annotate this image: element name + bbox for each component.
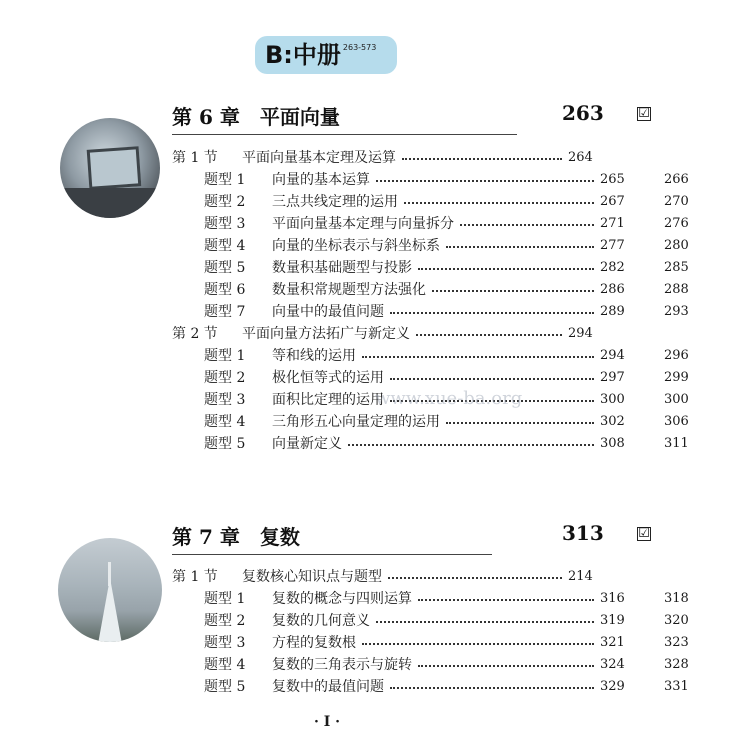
entry-label: 题型 6 — [204, 282, 246, 298]
entry-title: 复数中的最值问题 — [272, 679, 384, 695]
answer-page: 306 — [664, 413, 689, 429]
dot-leader — [376, 180, 594, 182]
dot-leader — [362, 643, 594, 645]
entry-label: 题型 5 — [204, 679, 246, 695]
entry-page: 329 — [600, 678, 625, 694]
dot-leader — [390, 687, 594, 689]
entry-title: 复数核心知识点与题型 — [242, 569, 382, 585]
question-type-entry — [172, 256, 704, 278]
question-type-entry — [172, 432, 704, 454]
dot-leader — [418, 665, 594, 667]
chapter-6-checkbox[interactable]: ☑ — [638, 106, 650, 121]
entry-label: 题型 3 — [204, 392, 246, 408]
dot-leader — [376, 621, 594, 623]
chapter-7-rule — [172, 554, 492, 555]
dot-leader — [418, 599, 594, 601]
entry-page: 302 — [600, 413, 625, 429]
question-type-entry — [172, 410, 704, 432]
entry-label: 第 1 节 — [172, 150, 218, 166]
dot-leader — [404, 202, 594, 204]
section-entry — [172, 565, 672, 587]
entry-page: 282 — [600, 259, 625, 275]
entry-page: 297 — [600, 369, 625, 385]
answer-page: 288 — [664, 281, 689, 297]
entry-title: 数量积常规题型方法强化 — [272, 282, 426, 298]
entry-title: 复数的三角表示与旋转 — [272, 657, 412, 673]
entry-page: 289 — [600, 303, 625, 319]
question-type-entry — [172, 631, 704, 653]
answer-page: 320 — [664, 612, 689, 628]
answer-page: 311 — [664, 435, 689, 451]
answer-page: 299 — [664, 369, 689, 385]
entry-title: 三点共线定理的运用 — [272, 194, 398, 210]
answer-page: 266 — [664, 171, 689, 187]
entry-label: 题型 5 — [204, 260, 246, 276]
entry-label: 题型 1 — [204, 172, 246, 188]
entry-label: 题型 2 — [204, 370, 246, 386]
volume-banner — [255, 36, 397, 74]
entry-page: 316 — [600, 590, 625, 606]
entry-title: 方程的复数根 — [272, 635, 356, 651]
question-type-entry — [172, 212, 704, 234]
volume-label: B:中册 — [265, 41, 341, 69]
answer-page: 300 — [664, 391, 689, 407]
dot-leader — [446, 246, 594, 248]
entry-page: 294 — [600, 347, 625, 363]
entry-label: 题型 2 — [204, 194, 246, 210]
entry-title: 向量的坐标表示与斜坐标系 — [272, 238, 440, 254]
dot-leader — [402, 158, 562, 160]
entry-label: 题型 4 — [204, 414, 246, 430]
entry-title: 三角形五心向量定理的运用 — [272, 414, 440, 430]
entry-page: 277 — [600, 237, 625, 253]
section-entry — [172, 146, 672, 168]
entry-page: 300 — [600, 391, 625, 407]
entry-title: 平面向量基本定理及运算 — [242, 150, 396, 166]
section-entry — [172, 322, 672, 344]
entry-page: 267 — [600, 193, 625, 209]
entry-page: 264 — [568, 149, 593, 165]
answer-page: 323 — [664, 634, 689, 650]
entry-label: 题型 7 — [204, 304, 246, 320]
question-type-entry — [172, 344, 704, 366]
entry-page: 294 — [568, 325, 593, 341]
answer-page: 331 — [664, 678, 689, 694]
question-type-entry — [172, 234, 704, 256]
dot-leader — [416, 334, 562, 336]
volume-page-range: 263-573 — [342, 43, 377, 52]
entry-label: 第 2 节 — [172, 326, 218, 342]
answer-page: 270 — [664, 193, 689, 209]
entry-title: 数量积基础题型与投影 — [272, 260, 412, 276]
chapter-7-photo — [58, 538, 162, 642]
entry-title: 向量的基本运算 — [272, 172, 370, 188]
watermark: www.xue-ba.org — [375, 388, 523, 409]
entry-page: 308 — [600, 435, 625, 451]
dot-leader — [446, 422, 594, 424]
dot-leader — [418, 268, 594, 270]
answer-page: 328 — [664, 656, 689, 672]
entry-label: 第 1 节 — [172, 569, 218, 585]
entry-page: 319 — [600, 612, 625, 628]
entry-page: 321 — [600, 634, 625, 650]
question-type-entry — [172, 366, 704, 388]
dot-leader — [362, 356, 594, 358]
question-type-entry — [172, 587, 704, 609]
chapter-6-rule — [172, 134, 517, 135]
answer-page: 293 — [664, 303, 689, 319]
chapter-7-entries — [172, 565, 689, 697]
page-number: · I · — [314, 714, 341, 730]
answer-page: 280 — [664, 237, 689, 253]
entry-label: 题型 1 — [204, 591, 246, 607]
entry-page: 324 — [600, 656, 625, 672]
chapter-6-title: 第 6 章 平面向量 — [172, 105, 340, 129]
question-type-entry — [172, 190, 704, 212]
dot-leader — [432, 290, 594, 292]
answer-page: 276 — [664, 215, 689, 231]
question-type-entry — [172, 300, 704, 322]
question-type-entry — [172, 168, 704, 190]
answer-page: 318 — [664, 590, 689, 606]
dot-leader — [388, 577, 562, 579]
chapter-6-page: 263 — [562, 101, 604, 125]
entry-title: 复数的几何意义 — [272, 613, 370, 629]
entry-title: 平面向量方法拓广与新定义 — [242, 326, 410, 342]
entry-label: 题型 4 — [204, 657, 246, 673]
entry-title: 向量中的最值问题 — [272, 304, 384, 320]
entry-page: 214 — [568, 568, 593, 584]
entry-label: 题型 2 — [204, 613, 246, 629]
answer-page: 285 — [664, 259, 689, 275]
entry-page: 265 — [600, 171, 625, 187]
entry-page: 286 — [600, 281, 625, 297]
chapter-7-checkbox[interactable]: ☑ — [638, 526, 650, 541]
entry-label: 题型 3 — [204, 635, 246, 651]
entry-title: 等和线的运用 — [272, 348, 356, 364]
entry-title: 复数的概念与四则运算 — [272, 591, 412, 607]
dot-leader — [390, 378, 594, 380]
entry-label: 题型 5 — [204, 436, 246, 452]
question-type-entry — [172, 609, 704, 631]
chapter-7-title: 第 7 章 复数 — [172, 525, 300, 549]
entry-page: 271 — [600, 215, 625, 231]
question-type-entry — [172, 278, 704, 300]
entry-title: 平面向量基本定理与向量拆分 — [272, 216, 454, 232]
question-type-entry — [172, 675, 704, 697]
chapter-7-page: 313 — [562, 521, 604, 545]
entry-title: 面积比定理的运用 — [272, 392, 384, 408]
question-type-entry — [172, 653, 704, 675]
entry-label: 题型 1 — [204, 348, 246, 364]
entry-label: 题型 4 — [204, 238, 246, 254]
dot-leader — [348, 444, 594, 446]
entry-title: 极化恒等式的运用 — [272, 370, 384, 386]
dot-leader — [460, 224, 594, 226]
entry-label: 题型 3 — [204, 216, 246, 232]
dot-leader — [390, 312, 594, 314]
entry-title: 向量新定义 — [272, 436, 342, 452]
chapter-6-photo — [60, 118, 160, 218]
answer-page: 296 — [664, 347, 689, 363]
